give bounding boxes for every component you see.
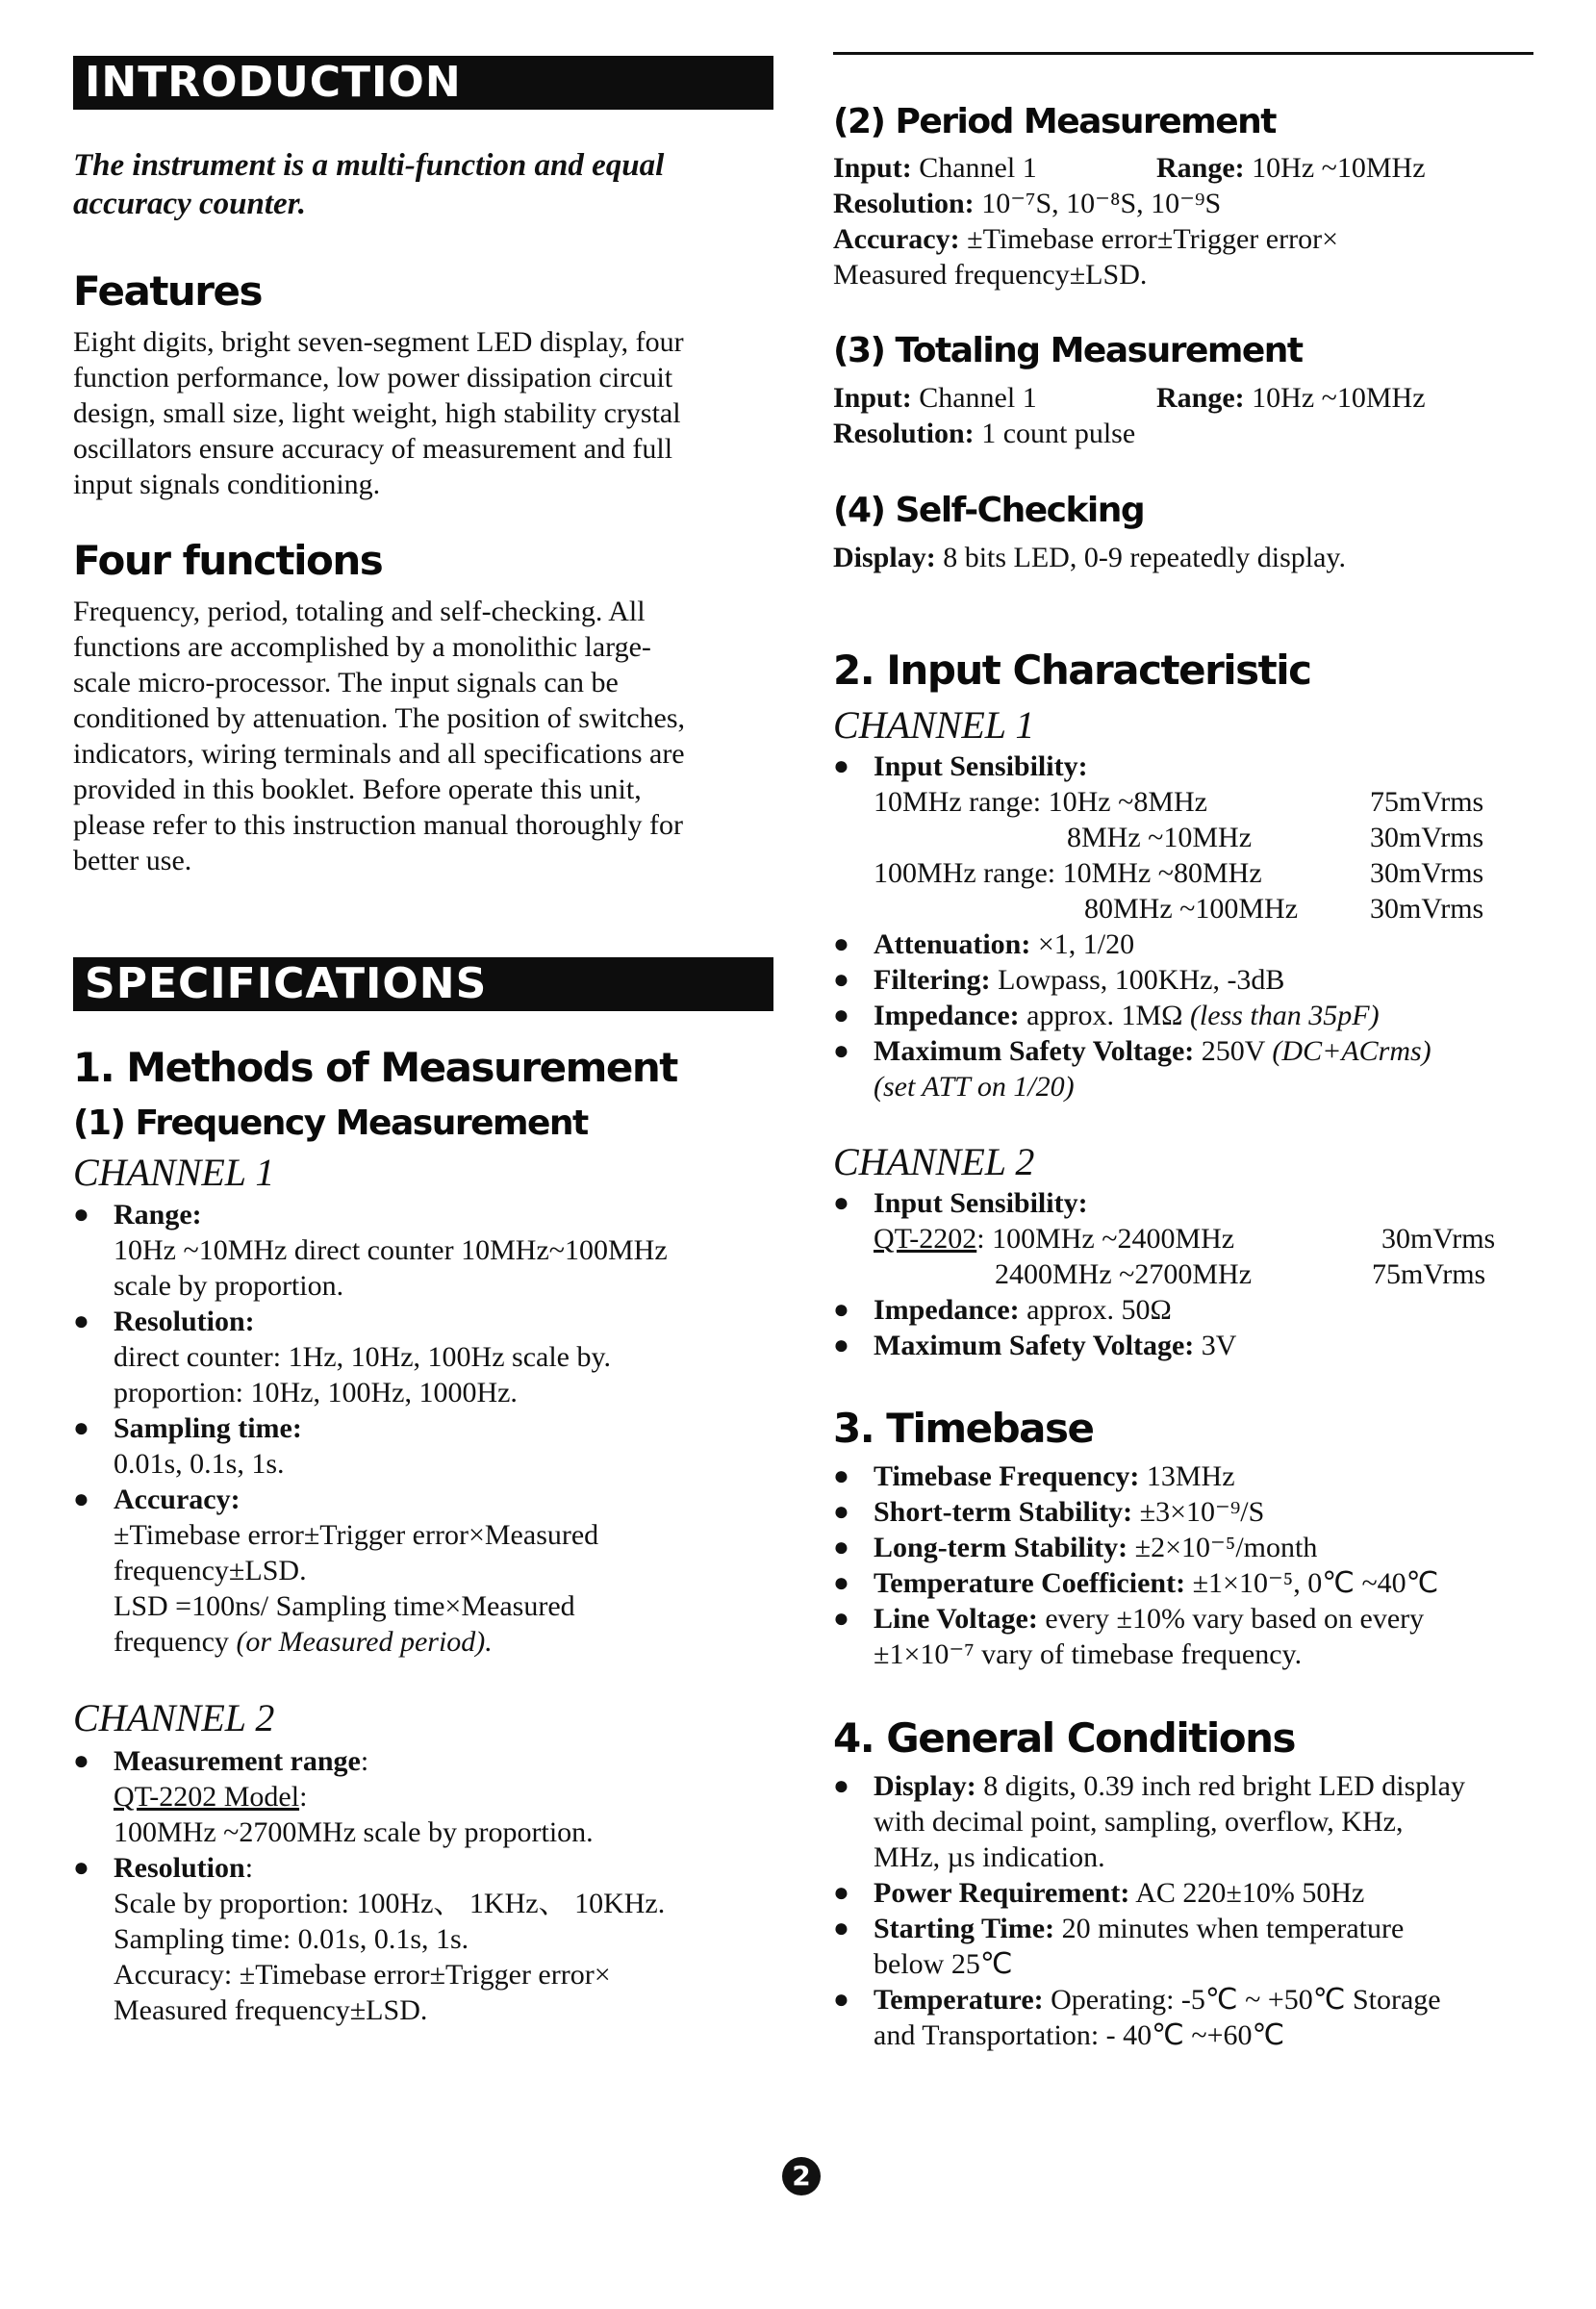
text-line: provided in this booklet. Before operate this unit, [73,774,642,805]
text-line [874,1982,1441,2017]
range-label: Range: [114,1199,202,1231]
text-line: and Transportation: - 40℃ ~+60℃ [874,2019,1285,2051]
text-line [874,1601,1424,1637]
item-value: ±3×10⁻⁹/S [1139,1496,1265,1528]
text-line: oscillators ensure accuracy of measurement and full [73,433,673,465]
text-line [1156,150,1426,186]
text-line: below 25℃ [874,1948,1013,1980]
range-label: Range: [1156,152,1245,184]
text-line: ±Timebase error±Trigger error×Measured [114,1519,599,1551]
bullet-icon: ● [833,1568,849,1598]
bullet-icon: ● [833,751,849,781]
range-value: 10Hz ~10MHz [1252,152,1426,184]
power-value: AC 220±10% 50Hz [1135,1877,1365,1909]
text-line: conditioned by attenuation. The position of switches, [73,702,686,734]
max-voltage-value: 3V [1201,1330,1237,1361]
text-line [874,1565,1438,1601]
bullet-icon: ● [833,1771,849,1801]
text-line [874,1033,1431,1069]
text-line [1156,380,1426,416]
text-line: Sampling time: 0.01s, 0.1s, 1s. [114,1923,469,1955]
impedance-label: Impedance: [874,1000,1020,1031]
resolution-label: Resolution: [114,1306,255,1337]
timebase-heading: 3. Timebase [833,1405,1094,1452]
sensibility-row-value: 30mVrms [1370,893,1484,925]
model-name: QT-2202 [874,1223,977,1255]
text-line [874,998,1380,1033]
introduction-banner: INTRODUCTION [73,56,773,110]
text-line [874,1911,1404,1946]
text-line: scale micro-processor. The input signals can be [73,667,619,698]
bullet-icon: ● [833,1497,849,1527]
features-heading: Features [73,267,262,315]
general-conditions-heading: 4. General Conditions [833,1714,1295,1762]
resolution-label: Resolution: [833,188,975,219]
range-value: 10Hz ~10MHz [1252,382,1426,414]
italic-note: (or Measured period). [236,1626,493,1658]
item-value: every ±10% vary based on every [1045,1603,1425,1635]
text-line: direct counter: 1Hz, 10Hz, 100Hz scale by. [114,1341,612,1373]
sampling-label: Sampling time: [114,1412,302,1444]
attenuation-label: Attenuation: [874,928,1031,960]
item-label: Short-term Stability: [874,1496,1133,1528]
bullet-icon: ● [833,1914,849,1943]
methods-heading: 1. Methods of Measurement [73,1044,677,1091]
item-label: Line Voltage: [874,1603,1038,1635]
bullet-icon: ● [833,1188,849,1218]
measurement-range-label: Measurement range [114,1745,361,1777]
bullet-icon: ● [833,1331,849,1360]
text-line: please refer to this instruction manual thoroughly for [73,809,683,841]
bullet-icon: ● [73,1200,89,1230]
introduction-text [73,146,664,223]
input-value: Channel 1 [919,152,1037,184]
bullet-icon: ● [73,1413,89,1443]
text-line [833,416,1135,451]
italic-note: (less than 35pF) [1189,1000,1380,1031]
text-line [833,540,1346,575]
text-line: 10Hz ~10MHz direct counter 10MHz~100MHz [114,1234,668,1266]
display-value: 8 digits, 0.39 inch red bright LED display [983,1770,1465,1802]
text-line: with decimal point, sampling, overflow, KHz, [874,1806,1404,1838]
bullet-icon: ● [833,1295,849,1325]
text-line: Measured frequency±LSD. [114,1994,428,2026]
text-line: frequency±LSD. [114,1555,307,1586]
attenuation-value: ×1, 1/20 [1037,928,1135,960]
temperature-label: Temperature: [874,1984,1044,2016]
accuracy-label: Accuracy: [833,223,960,255]
page-number: 2 [782,2157,821,2195]
range-label: Range: [1156,382,1245,414]
colon: : [360,1745,369,1777]
bullet-icon: ● [73,1307,89,1336]
input-label: Input: [833,152,912,184]
bullet-icon: ● [833,965,849,995]
filtering-label: Filtering: [874,964,991,996]
item-value: ±1×10⁻⁵, 0℃ ~40℃ [1192,1567,1439,1599]
resolution-label: Resolution [114,1852,245,1884]
text-line [874,926,1134,962]
text-line [833,221,1338,257]
max-voltage-value: 250V [1201,1035,1265,1067]
text-line: Scale by proportion: 100Hz、 1KHz、 10KHz. [114,1888,666,1919]
accuracy-label: Accuracy: [114,1484,241,1515]
period-heading: (2) Period Measurement [833,102,1276,141]
intro-line: The instrument is a multi-function and equal [73,148,665,183]
self-checking-heading: (4) Self-Checking [833,491,1145,530]
display-label: Display: [833,542,936,573]
resolution-value: 10⁻⁷S, 10⁻⁸S, 10⁻⁹S [981,188,1222,219]
text-line: functions are accomplished by a monolithic large- [73,631,651,663]
input-sensibility-label: Input Sensibility: [874,1187,1088,1219]
totaling-heading: (3) Totaling Measurement [833,331,1303,370]
bullet-icon: ● [833,1878,849,1908]
resolution-label: Resolution: [833,418,975,449]
text-line: LSD =100ns/ Sampling time×Measured [114,1590,575,1622]
sensibility-row-label: 8MHz ~10MHz [1067,822,1253,853]
input-value: Channel 1 [919,382,1037,414]
text-line [114,1743,368,1779]
bullet-icon: ● [833,1001,849,1030]
accuracy-value: ±Timebase error±Trigger error× [967,223,1338,255]
max-voltage-label: Maximum Safety Voltage: [874,1330,1195,1361]
channel-1-title: CHANNEL 1 [73,1151,275,1194]
colon: : [244,1852,254,1884]
sensibility-row-label: 2400MHz ~2700MHz [995,1258,1253,1290]
sensibility-row-label [874,1221,1234,1256]
text-line: function performance, low power dissipation circuit [73,362,673,393]
four-functions-heading: Four functions [73,537,383,584]
impedance-value: approx. 1MΩ [1026,1000,1183,1031]
bullet-icon: ● [73,1853,89,1883]
text-line: Accuracy: ±Timebase error±Trigger error× [114,1959,611,1991]
text-line [874,1875,1364,1911]
temperature-value: Operating: -5℃ ~ +50℃ Storage [1051,1984,1441,2016]
text-line [874,1530,1317,1565]
item-value: 13MHz [1146,1460,1235,1492]
text-line [874,1459,1235,1494]
bullet-icon: ● [833,1604,849,1634]
bullet-icon: ● [833,1985,849,2015]
divider [833,52,1533,55]
power-label: Power Requirement: [874,1877,1130,1909]
text-line: Measured frequency±LSD. [833,259,1148,291]
text-line [874,962,1284,998]
impedance-value: approx. 50Ω [1026,1294,1172,1326]
italic-note: (DC+ACrms) [1272,1035,1431,1067]
bullet-icon: ● [833,1036,849,1066]
frequency-heading: (1) Frequency Measurement [73,1104,588,1143]
text-line: 0.01s, 0.1s, 1s. [114,1448,285,1480]
range-text: : 100MHz ~2400MHz [976,1223,1235,1255]
sensibility-row-value: 30mVrms [1381,1223,1496,1255]
text-line [874,1328,1236,1363]
item-label: Temperature Coefficient: [874,1567,1186,1599]
bullet-icon: ● [73,1746,89,1776]
sensibility-row-label: 10MHz range: 10Hz ~8MHz [874,786,1207,818]
input-sensibility-label: Input Sensibility: [874,750,1088,782]
text-line: proportion: 10Hz, 100Hz, 1000Hz. [114,1377,518,1408]
sensibility-row-value: 30mVrms [1370,822,1484,853]
item-label: Timebase Frequency: [874,1460,1140,1492]
text-line: input signals conditioning. [73,469,381,500]
text-line [874,1494,1264,1530]
max-voltage-label: Maximum Safety Voltage: [874,1035,1195,1067]
text-line: 100MHz ~2700MHz scale by proportion. [114,1816,594,1848]
bullet-icon: ● [833,929,849,959]
text-line [874,1768,1465,1804]
channel-1-title: CHANNEL 1 [833,703,1035,747]
channel-2-title: CHANNEL 2 [833,1140,1035,1183]
display-value: 8 bits LED, 0-9 repeatedly display. [943,542,1346,573]
text-line [114,1624,493,1660]
text-line: MHz, µs indication. [874,1841,1105,1873]
input-label: Input: [833,382,912,414]
text-line: (set ATT on 1/20) [874,1071,1075,1103]
text-line [833,186,1221,221]
text-line: design, small size, light weight, high stability crystal [73,397,681,429]
sensibility-row-value: 75mVrms [1372,1258,1486,1290]
filtering-value: Lowpass, 100KHz, -3dB [998,964,1285,996]
intro-line: accuracy counter. [73,187,306,221]
text-line [833,380,1037,416]
features-text [73,324,684,502]
text-line: ±1×10⁻⁷ vary of timebase frequency. [874,1638,1303,1670]
item-value: ±2×10⁻⁵/month [1134,1532,1318,1563]
sensibility-row-value: 30mVrms [1370,857,1484,889]
text-line [874,1292,1172,1328]
text-fragment: frequency [114,1626,237,1658]
text-line: indicators, wiring terminals and all specifications are [73,738,685,770]
model-name: QT-2202 Model [114,1781,300,1813]
sensibility-row-value: 75mVrms [1370,786,1484,818]
bullet-icon: ● [833,1461,849,1491]
text-line [114,1850,253,1886]
bullet-icon: ● [73,1484,89,1514]
text-line: better use. [73,845,192,876]
four-functions-text [73,594,685,878]
display-label: Display: [874,1770,976,1802]
text-line: Frequency, period, totaling and self-checking. All [73,596,646,627]
colon: : [299,1781,308,1813]
item-label: Long-term Stability: [874,1532,1128,1563]
text-line [114,1779,307,1814]
specifications-banner: SPECIFICATIONS [73,957,773,1011]
bullet-icon: ● [833,1533,849,1562]
sensibility-row-label: 100MHz range: 10MHz ~80MHz [874,857,1262,889]
starting-time-label: Starting Time: [874,1913,1055,1944]
resolution-value: 1 count pulse [981,418,1136,449]
text-line: scale by proportion. [114,1270,344,1302]
text-line [833,150,1037,186]
sensibility-row-label: 80MHz ~100MHz [1084,893,1299,925]
input-characteristic-heading: 2. Input Characteristic [833,647,1311,694]
channel-2-title: CHANNEL 2 [73,1696,275,1739]
text-line: Eight digits, bright seven-segment LED display, four [73,326,684,358]
impedance-label: Impedance: [874,1294,1020,1326]
starting-time-value: 20 minutes when temperature [1061,1913,1405,1944]
